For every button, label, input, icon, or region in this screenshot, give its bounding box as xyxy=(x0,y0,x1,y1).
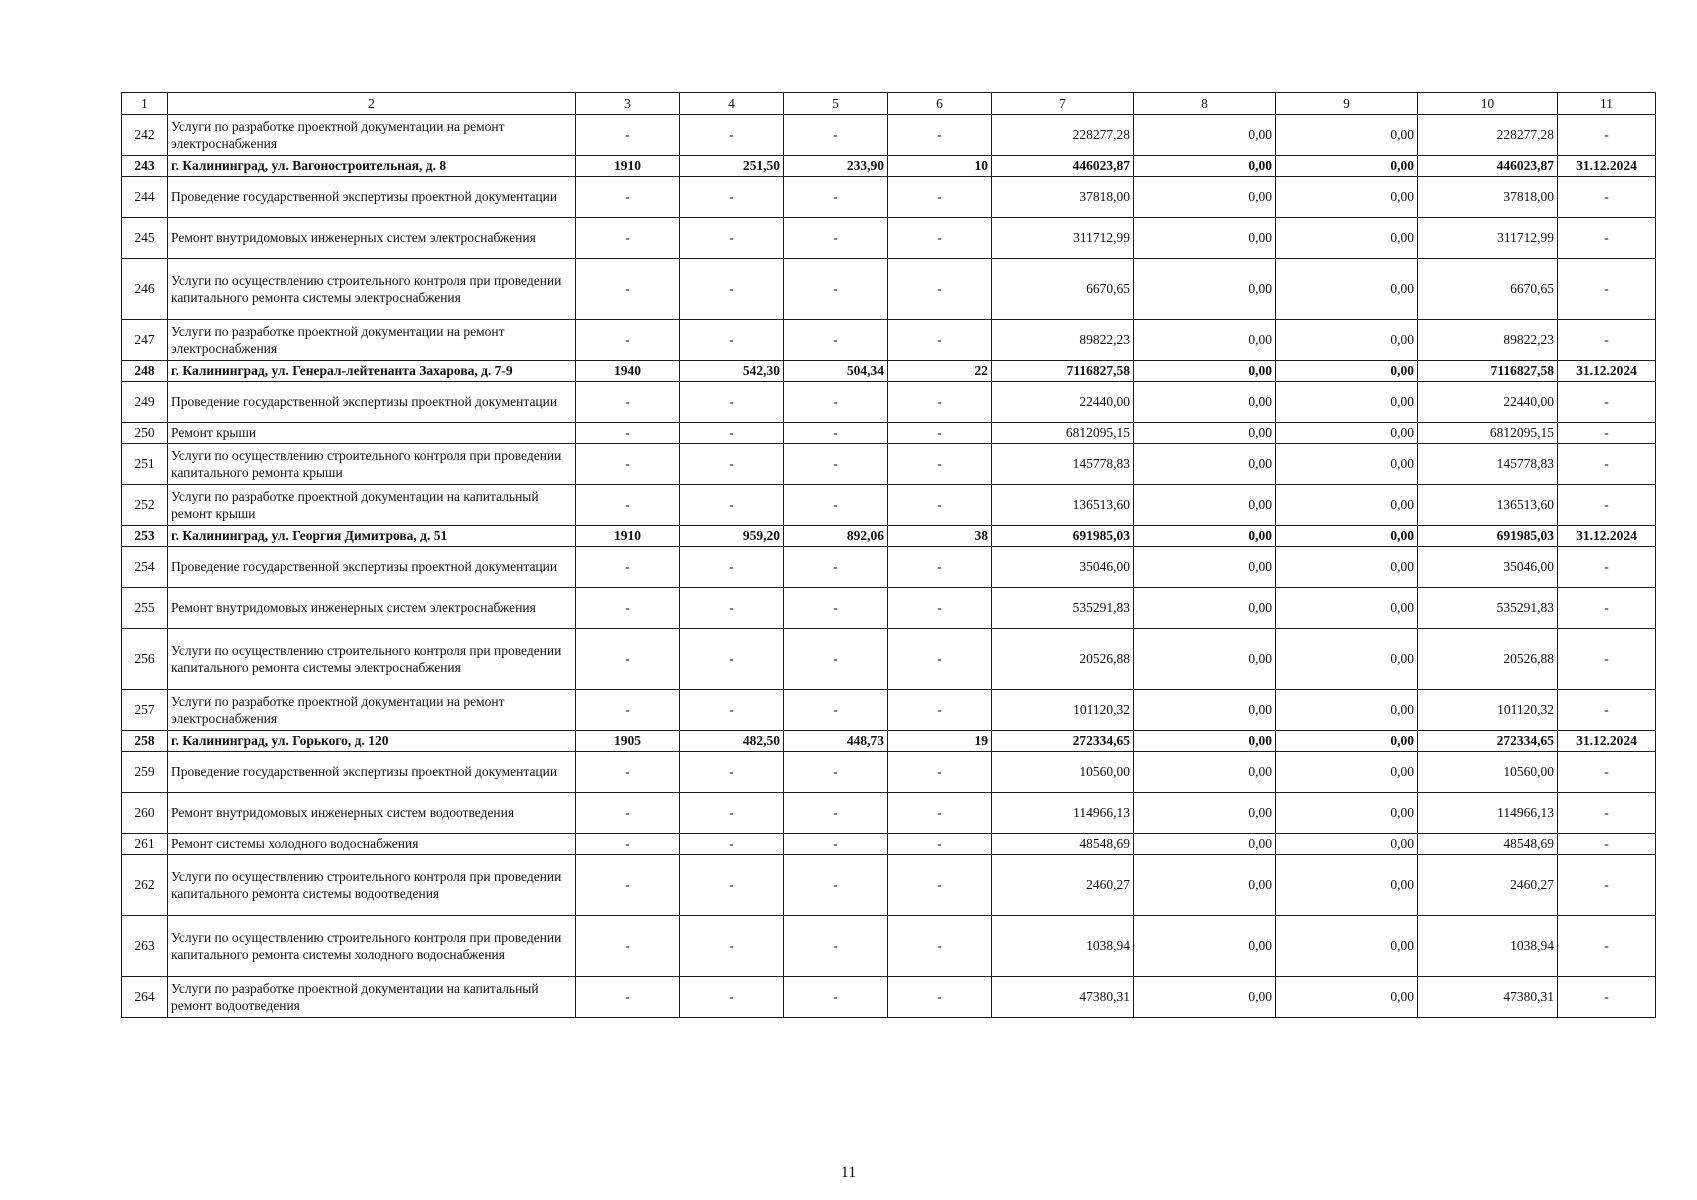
row-index-cell: 263 xyxy=(122,916,168,977)
total-cost-cell: 228277,28 xyxy=(992,115,1134,156)
build-year-cell: - xyxy=(576,588,680,629)
living-area-cell: - xyxy=(784,320,888,361)
total-area-cell: - xyxy=(680,916,784,977)
fund-cost-cell: 0,00 xyxy=(1134,423,1276,444)
work-description-cell: Услуги по разработке проектной документации на капитальный ремонт водоотведения xyxy=(168,977,576,1018)
residents-count-cell: - xyxy=(888,547,992,588)
total-cost-cell: 7116827,58 xyxy=(992,361,1134,382)
budget-cost-cell: 0,00 xyxy=(1276,177,1418,218)
owners-cost-cell: 145778,83 xyxy=(1418,444,1558,485)
living-area-cell: - xyxy=(784,547,888,588)
total-cost-cell: 22440,00 xyxy=(992,382,1134,423)
living-area-cell: - xyxy=(784,444,888,485)
owners-cost-cell: 35046,00 xyxy=(1418,547,1558,588)
build-year-cell: 1905 xyxy=(576,731,680,752)
residents-count-cell: - xyxy=(888,218,992,259)
build-year-cell: - xyxy=(576,916,680,977)
total-area-cell: - xyxy=(680,444,784,485)
row-index-cell: 246 xyxy=(122,259,168,320)
living-area-cell: - xyxy=(784,485,888,526)
living-area-cell: - xyxy=(784,382,888,423)
work-item-row xyxy=(122,916,1656,977)
row-index-cell: 261 xyxy=(122,834,168,855)
row-index-cell: 259 xyxy=(122,752,168,793)
row-index-cell: 254 xyxy=(122,547,168,588)
completion-date-cell: - xyxy=(1558,977,1656,1018)
completion-date-cell: 31.12.2024 xyxy=(1558,731,1656,752)
living-area-cell: - xyxy=(784,423,888,444)
total-area-cell: 482,50 xyxy=(680,731,784,752)
total-area-cell: 542,30 xyxy=(680,361,784,382)
fund-cost-cell: 0,00 xyxy=(1134,156,1276,177)
total-area-cell: 959,20 xyxy=(680,526,784,547)
living-area-cell: - xyxy=(784,588,888,629)
build-year-cell: 1910 xyxy=(576,156,680,177)
build-year-cell: - xyxy=(576,629,680,690)
work-item-row xyxy=(122,320,1656,361)
total-area-cell: - xyxy=(680,320,784,361)
budget-cost-cell: 0,00 xyxy=(1276,423,1418,444)
total-area-cell: 251,50 xyxy=(680,156,784,177)
owners-cost-cell: 37818,00 xyxy=(1418,177,1558,218)
residents-count-cell: 22 xyxy=(888,361,992,382)
owners-cost-cell: 22440,00 xyxy=(1418,382,1558,423)
work-description-cell: Ремонт внутридомовых инженерных систем электроснабжения xyxy=(168,218,576,259)
budget-cost-cell: 0,00 xyxy=(1276,629,1418,690)
build-year-cell: - xyxy=(576,977,680,1018)
fund-cost-cell: 0,00 xyxy=(1134,731,1276,752)
residents-count-cell: - xyxy=(888,444,992,485)
total-cost-cell: 37818,00 xyxy=(992,177,1134,218)
owners-cost-cell: 6812095,15 xyxy=(1418,423,1558,444)
work-item-row xyxy=(122,115,1656,156)
owners-cost-cell: 47380,31 xyxy=(1418,977,1558,1018)
total-cost-cell: 89822,23 xyxy=(992,320,1134,361)
fund-cost-cell: 0,00 xyxy=(1134,977,1276,1018)
fund-cost-cell: 0,00 xyxy=(1134,855,1276,916)
work-description-cell: г. Калининград, ул. Горького, д. 120 xyxy=(168,731,576,752)
owners-cost-cell: 6670,65 xyxy=(1418,259,1558,320)
budget-cost-cell: 0,00 xyxy=(1276,547,1418,588)
work-description-cell: Услуги по осуществлению строительного контроля при проведении капитального ремонта системы электроснабжения xyxy=(168,629,576,690)
budget-cost-cell: 0,00 xyxy=(1276,444,1418,485)
work-description-cell: Услуги по осуществлению строительного контроля при проведении капитального ремонта крыши xyxy=(168,444,576,485)
work-description-cell: Проведение государственной экспертизы проектной документации xyxy=(168,547,576,588)
address-row xyxy=(122,156,1656,177)
row-index-cell: 247 xyxy=(122,320,168,361)
total-cost-cell: 101120,32 xyxy=(992,690,1134,731)
build-year-cell: - xyxy=(576,547,680,588)
column-number: 10 xyxy=(1418,93,1558,115)
budget-cost-cell: 0,00 xyxy=(1276,916,1418,977)
total-cost-cell: 114966,13 xyxy=(992,793,1134,834)
residents-count-cell: - xyxy=(888,629,992,690)
living-area-cell: - xyxy=(784,834,888,855)
budget-cost-cell: 0,00 xyxy=(1276,588,1418,629)
work-item-row xyxy=(122,444,1656,485)
row-index-cell: 255 xyxy=(122,588,168,629)
row-index-cell: 256 xyxy=(122,629,168,690)
total-area-cell: - xyxy=(680,855,784,916)
total-cost-cell: 272334,65 xyxy=(992,731,1134,752)
row-index-cell: 249 xyxy=(122,382,168,423)
work-description-cell: Услуги по осуществлению строительного контроля при проведении капитального ремонта системы водоотведения xyxy=(168,855,576,916)
build-year-cell: - xyxy=(576,423,680,444)
build-year-cell: - xyxy=(576,834,680,855)
total-area-cell: - xyxy=(680,588,784,629)
total-cost-cell: 1038,94 xyxy=(992,916,1134,977)
address-row xyxy=(122,731,1656,752)
owners-cost-cell: 535291,83 xyxy=(1418,588,1558,629)
completion-date-cell: - xyxy=(1558,382,1656,423)
work-item-row xyxy=(122,177,1656,218)
completion-date-cell: - xyxy=(1558,218,1656,259)
total-cost-cell: 691985,03 xyxy=(992,526,1134,547)
residents-count-cell: 19 xyxy=(888,731,992,752)
owners-cost-cell: 1038,94 xyxy=(1418,916,1558,977)
owners-cost-cell: 446023,87 xyxy=(1418,156,1558,177)
table-body xyxy=(122,93,1656,1018)
build-year-cell: - xyxy=(576,855,680,916)
living-area-cell: - xyxy=(784,177,888,218)
work-description-cell: Ремонт внутридомовых инженерных систем электроснабжения xyxy=(168,588,576,629)
budget-cost-cell: 0,00 xyxy=(1276,731,1418,752)
living-area-cell: 504,34 xyxy=(784,361,888,382)
fund-cost-cell: 0,00 xyxy=(1134,690,1276,731)
page-number: 11 xyxy=(840,1164,857,1181)
work-item-row xyxy=(122,752,1656,793)
row-index-cell: 243 xyxy=(122,156,168,177)
completion-date-cell: - xyxy=(1558,752,1656,793)
completion-date-cell: 31.12.2024 xyxy=(1558,526,1656,547)
living-area-cell: - xyxy=(784,690,888,731)
total-area-cell: - xyxy=(680,547,784,588)
owners-cost-cell: 101120,32 xyxy=(1418,690,1558,731)
completion-date-cell: - xyxy=(1558,259,1656,320)
residents-count-cell: 38 xyxy=(888,526,992,547)
column-number: 1 xyxy=(122,93,168,115)
column-number: 4 xyxy=(680,93,784,115)
completion-date-cell: - xyxy=(1558,916,1656,977)
budget-cost-cell: 0,00 xyxy=(1276,690,1418,731)
work-item-row xyxy=(122,629,1656,690)
owners-cost-cell: 272334,65 xyxy=(1418,731,1558,752)
build-year-cell: - xyxy=(576,115,680,156)
residents-count-cell: - xyxy=(888,834,992,855)
budget-cost-cell: 0,00 xyxy=(1276,526,1418,547)
build-year-cell: 1910 xyxy=(576,526,680,547)
owners-cost-cell: 691985,03 xyxy=(1418,526,1558,547)
budget-cost-cell: 0,00 xyxy=(1276,834,1418,855)
total-area-cell: - xyxy=(680,177,784,218)
column-number-row xyxy=(122,93,1656,115)
column-number: 11 xyxy=(1558,93,1656,115)
living-area-cell: - xyxy=(784,977,888,1018)
work-description-cell: Услуги по осуществлению строительного контроля при проведении капитального ремонта системы холодного водоснабжения xyxy=(168,916,576,977)
work-description-cell: г. Калининград, ул. Генерал-лейтенанта Захарова, д. 7-9 xyxy=(168,361,576,382)
budget-cost-cell: 0,00 xyxy=(1276,218,1418,259)
build-year-cell: - xyxy=(576,444,680,485)
fund-cost-cell: 0,00 xyxy=(1134,218,1276,259)
budget-cost-cell: 0,00 xyxy=(1276,977,1418,1018)
budget-cost-cell: 0,00 xyxy=(1276,855,1418,916)
total-cost-cell: 47380,31 xyxy=(992,977,1134,1018)
budget-cost-cell: 0,00 xyxy=(1276,361,1418,382)
fund-cost-cell: 0,00 xyxy=(1134,588,1276,629)
total-area-cell: - xyxy=(680,382,784,423)
work-item-row xyxy=(122,834,1656,855)
total-cost-cell: 48548,69 xyxy=(992,834,1134,855)
work-description-cell: Ремонт крыши xyxy=(168,423,576,444)
living-area-cell: 448,73 xyxy=(784,731,888,752)
column-number: 8 xyxy=(1134,93,1276,115)
living-area-cell: - xyxy=(784,218,888,259)
owners-cost-cell: 114966,13 xyxy=(1418,793,1558,834)
fund-cost-cell: 0,00 xyxy=(1134,793,1276,834)
living-area-cell: - xyxy=(784,629,888,690)
residents-count-cell: - xyxy=(888,320,992,361)
budget-cost-cell: 0,00 xyxy=(1276,752,1418,793)
work-item-row xyxy=(122,218,1656,259)
budget-cost-cell: 0,00 xyxy=(1276,156,1418,177)
budget-cost-cell: 0,00 xyxy=(1276,320,1418,361)
owners-cost-cell: 48548,69 xyxy=(1418,834,1558,855)
work-item-row xyxy=(122,977,1656,1018)
residents-count-cell: - xyxy=(888,588,992,629)
build-year-cell: 1940 xyxy=(576,361,680,382)
residents-count-cell: - xyxy=(888,855,992,916)
build-year-cell: - xyxy=(576,485,680,526)
fund-cost-cell: 0,00 xyxy=(1134,382,1276,423)
work-item-row xyxy=(122,547,1656,588)
column-number: 3 xyxy=(576,93,680,115)
completion-date-cell: 31.12.2024 xyxy=(1558,361,1656,382)
repair-works-table xyxy=(121,92,1656,1018)
column-number: 5 xyxy=(784,93,888,115)
budget-cost-cell: 0,00 xyxy=(1276,485,1418,526)
work-description-cell: Услуги по разработке проектной документации на ремонт электроснабжения xyxy=(168,320,576,361)
completion-date-cell: - xyxy=(1558,855,1656,916)
fund-cost-cell: 0,00 xyxy=(1134,629,1276,690)
residents-count-cell: - xyxy=(888,793,992,834)
build-year-cell: - xyxy=(576,218,680,259)
fund-cost-cell: 0,00 xyxy=(1134,444,1276,485)
budget-cost-cell: 0,00 xyxy=(1276,382,1418,423)
row-index-cell: 264 xyxy=(122,977,168,1018)
residents-count-cell: - xyxy=(888,690,992,731)
residents-count-cell: - xyxy=(888,259,992,320)
work-description-cell: г. Калининград, ул. Вагоностроительная, д. 8 xyxy=(168,156,576,177)
fund-cost-cell: 0,00 xyxy=(1134,259,1276,320)
row-index-cell: 251 xyxy=(122,444,168,485)
build-year-cell: - xyxy=(576,793,680,834)
total-area-cell: - xyxy=(680,218,784,259)
work-item-row xyxy=(122,855,1656,916)
owners-cost-cell: 10560,00 xyxy=(1418,752,1558,793)
living-area-cell: 233,90 xyxy=(784,156,888,177)
total-area-cell: - xyxy=(680,690,784,731)
budget-cost-cell: 0,00 xyxy=(1276,259,1418,320)
column-number: 6 xyxy=(888,93,992,115)
total-cost-cell: 145778,83 xyxy=(992,444,1134,485)
work-item-row xyxy=(122,382,1656,423)
completion-date-cell: - xyxy=(1558,485,1656,526)
build-year-cell: - xyxy=(576,382,680,423)
residents-count-cell: - xyxy=(888,423,992,444)
completion-date-cell: 31.12.2024 xyxy=(1558,156,1656,177)
residents-count-cell: 10 xyxy=(888,156,992,177)
row-index-cell: 244 xyxy=(122,177,168,218)
row-index-cell: 257 xyxy=(122,690,168,731)
fund-cost-cell: 0,00 xyxy=(1134,361,1276,382)
total-area-cell: - xyxy=(680,423,784,444)
completion-date-cell: - xyxy=(1558,320,1656,361)
work-description-cell: Проведение государственной экспертизы проектной документации xyxy=(168,752,576,793)
completion-date-cell: - xyxy=(1558,177,1656,218)
column-number: 2 xyxy=(168,93,576,115)
work-item-row xyxy=(122,423,1656,444)
living-area-cell: - xyxy=(784,115,888,156)
total-cost-cell: 20526,88 xyxy=(992,629,1134,690)
row-index-cell: 245 xyxy=(122,218,168,259)
row-index-cell: 250 xyxy=(122,423,168,444)
completion-date-cell: - xyxy=(1558,629,1656,690)
completion-date-cell: - xyxy=(1558,793,1656,834)
build-year-cell: - xyxy=(576,752,680,793)
residents-count-cell: - xyxy=(888,752,992,793)
work-description-cell: Услуги по осуществлению строительного контроля при проведении капитального ремонта системы электроснабжения xyxy=(168,259,576,320)
completion-date-cell: - xyxy=(1558,834,1656,855)
residents-count-cell: - xyxy=(888,382,992,423)
completion-date-cell: - xyxy=(1558,588,1656,629)
row-index-cell: 248 xyxy=(122,361,168,382)
row-index-cell: 252 xyxy=(122,485,168,526)
address-row xyxy=(122,361,1656,382)
build-year-cell: - xyxy=(576,177,680,218)
work-description-cell: Ремонт внутридомовых инженерных систем водоотведения xyxy=(168,793,576,834)
total-area-cell: - xyxy=(680,259,784,320)
total-area-cell: - xyxy=(680,485,784,526)
work-description-cell: г. Калининград, ул. Георгия Димитрова, д. 51 xyxy=(168,526,576,547)
budget-cost-cell: 0,00 xyxy=(1276,115,1418,156)
column-number: 7 xyxy=(992,93,1134,115)
total-cost-cell: 535291,83 xyxy=(992,588,1134,629)
build-year-cell: - xyxy=(576,320,680,361)
total-cost-cell: 446023,87 xyxy=(992,156,1134,177)
work-description-cell: Услуги по разработке проектной документации на ремонт электроснабжения xyxy=(168,115,576,156)
work-item-row xyxy=(122,259,1656,320)
total-area-cell: - xyxy=(680,834,784,855)
owners-cost-cell: 136513,60 xyxy=(1418,485,1558,526)
document-table-sheet xyxy=(121,92,1655,1018)
total-cost-cell: 10560,00 xyxy=(992,752,1134,793)
work-item-row xyxy=(122,793,1656,834)
living-area-cell: - xyxy=(784,259,888,320)
fund-cost-cell: 0,00 xyxy=(1134,752,1276,793)
total-area-cell: - xyxy=(680,793,784,834)
total-area-cell: - xyxy=(680,115,784,156)
owners-cost-cell: 2460,27 xyxy=(1418,855,1558,916)
completion-date-cell: - xyxy=(1558,423,1656,444)
total-area-cell: - xyxy=(680,977,784,1018)
row-index-cell: 253 xyxy=(122,526,168,547)
fund-cost-cell: 0,00 xyxy=(1134,177,1276,218)
fund-cost-cell: 0,00 xyxy=(1134,834,1276,855)
work-item-row xyxy=(122,485,1656,526)
work-description-cell: Ремонт системы холодного водоснабжения xyxy=(168,834,576,855)
row-index-cell: 242 xyxy=(122,115,168,156)
total-cost-cell: 6812095,15 xyxy=(992,423,1134,444)
build-year-cell: - xyxy=(576,690,680,731)
living-area-cell: - xyxy=(784,855,888,916)
fund-cost-cell: 0,00 xyxy=(1134,115,1276,156)
residents-count-cell: - xyxy=(888,916,992,977)
address-row xyxy=(122,526,1656,547)
total-cost-cell: 35046,00 xyxy=(992,547,1134,588)
work-item-row xyxy=(122,690,1656,731)
owners-cost-cell: 311712,99 xyxy=(1418,218,1558,259)
total-area-cell: - xyxy=(680,752,784,793)
completion-date-cell: - xyxy=(1558,115,1656,156)
owners-cost-cell: 20526,88 xyxy=(1418,629,1558,690)
column-number: 9 xyxy=(1276,93,1418,115)
total-cost-cell: 311712,99 xyxy=(992,218,1134,259)
row-index-cell: 260 xyxy=(122,793,168,834)
completion-date-cell: - xyxy=(1558,690,1656,731)
living-area-cell: - xyxy=(784,793,888,834)
owners-cost-cell: 7116827,58 xyxy=(1418,361,1558,382)
budget-cost-cell: 0,00 xyxy=(1276,793,1418,834)
fund-cost-cell: 0,00 xyxy=(1134,485,1276,526)
owners-cost-cell: 89822,23 xyxy=(1418,320,1558,361)
owners-cost-cell: 228277,28 xyxy=(1418,115,1558,156)
residents-count-cell: - xyxy=(888,485,992,526)
row-index-cell: 258 xyxy=(122,731,168,752)
living-area-cell: - xyxy=(784,916,888,977)
residents-count-cell: - xyxy=(888,977,992,1018)
fund-cost-cell: 0,00 xyxy=(1134,320,1276,361)
work-description-cell: Услуги по разработке проектной документации на ремонт электроснабжения xyxy=(168,690,576,731)
fund-cost-cell: 0,00 xyxy=(1134,526,1276,547)
total-area-cell: - xyxy=(680,629,784,690)
completion-date-cell: - xyxy=(1558,547,1656,588)
work-description-cell: Проведение государственной экспертизы проектной документации xyxy=(168,382,576,423)
living-area-cell: 892,06 xyxy=(784,526,888,547)
build-year-cell: - xyxy=(576,259,680,320)
completion-date-cell: - xyxy=(1558,444,1656,485)
total-cost-cell: 136513,60 xyxy=(992,485,1134,526)
work-description-cell: Услуги по разработке проектной документации на капитальный ремонт крыши xyxy=(168,485,576,526)
row-index-cell: 262 xyxy=(122,855,168,916)
work-item-row xyxy=(122,588,1656,629)
total-cost-cell: 2460,27 xyxy=(992,855,1134,916)
total-cost-cell: 6670,65 xyxy=(992,259,1134,320)
fund-cost-cell: 0,00 xyxy=(1134,916,1276,977)
fund-cost-cell: 0,00 xyxy=(1134,547,1276,588)
residents-count-cell: - xyxy=(888,177,992,218)
work-description-cell: Проведение государственной экспертизы проектной документации xyxy=(168,177,576,218)
residents-count-cell: - xyxy=(888,115,992,156)
living-area-cell: - xyxy=(784,752,888,793)
